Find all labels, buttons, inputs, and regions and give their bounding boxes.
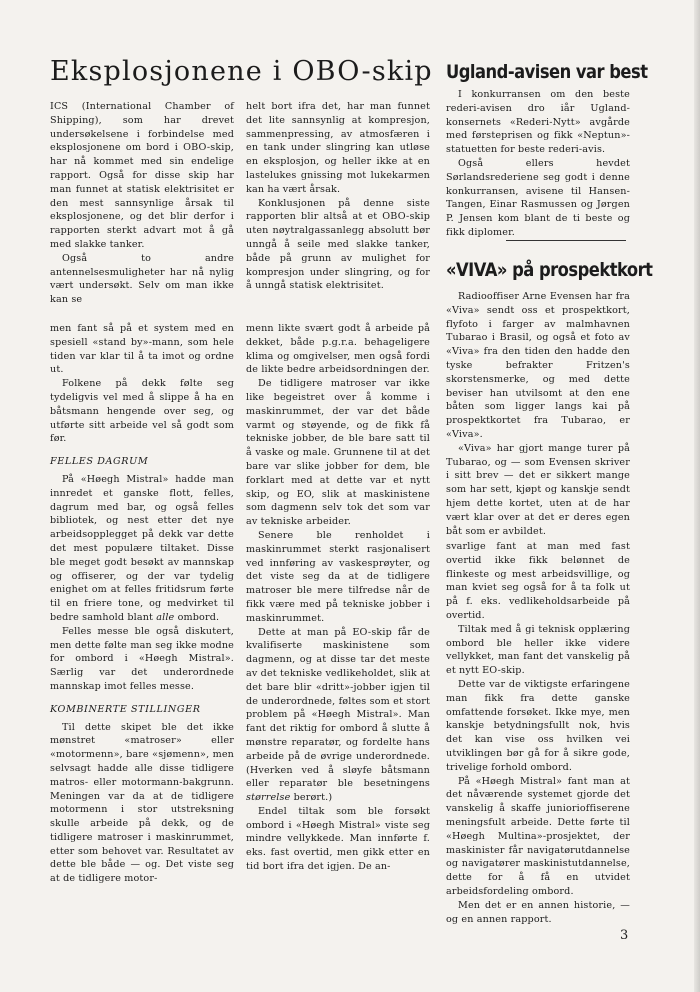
paragraph: Senere ble renholdet i maskinrummet sterkt rasjonalisert ved innføring av vaskesprøyter, og det viste seg da at de tidligere matroser ble mere tilfredse når de fikk være med på tekniske jobber i maskinrummet.: [246, 529, 430, 624]
paragraph: Endel tiltak som ble forsøkt ombord i «Høegh Mistral» viste seg mindre vellykkede. Man innførte f. eks. fast overtid, men gikk etter en tid bort ifra det igjen. De an-: [246, 805, 430, 873]
paragraph: I konkurransen om den beste rederi-avisen dro iår Ugland-konsernets «Rederi-Nytt» avgårde med førsteprisen og fikk «Neptun»-statuetten for beste rederi-avis.: [446, 89, 630, 156]
paragraph: Tiltak med å gi teknisk opplæring ombord ble heller ikke videre vellykket, man fant det vanskelig på et nytt EO-skip.: [446, 623, 630, 677]
paragraph: menn likte svært godt å arbeide på dekket, både p.g.r.a. behageligere klima og omgivelser, men også fordi de likte bedre arbeidsordningen der.: [246, 323, 430, 376]
paragraph: Radiooffiser Arne Evensen har fra «Viva» sendt oss et prospektkort, flyfoto i farger av malmhavnen Tubarao i Brasil, og også et foto av «Viva» fra den tiden den hadde den tyske befrakter Fritzen's skorstensmerke, og med dette beviser han utvilsomt at den ene båten som ligger langs kai på prospektkortet fra Tubarao, er «Viva».: [446, 291, 630, 440]
emphasis: alle: [156, 611, 175, 623]
body-column-1: [50, 322, 234, 886]
paragraph: På «Høegh Mistral» hadde man innredet et ganske flott, felles, dagrum med bar, og også felles bibliotek, og nest etter det nye arbeidsopplegget på dekk var dette det mest populære tiltaket. Disse ble meget godt besøkt av mannskap og offiserer, og der var tydelig enighet om at felles fritidsrum førte til en friere tone, og medvirket til bedre samhold blant alle ombord.: [50, 473, 234, 623]
paragraph: Også to andre antennelsesmuligheter har nå nylig vært undersøkt. Selv om man ikke kan se: [50, 252, 234, 306]
paragraph: svarlige fant at man med fast overtid ikke fikk belønnet de flinkeste og mest arbeidsvillige, og man kviet seg også for å ta folk ut på f. eks. vedlikeholdsarbeide på overtid.: [446, 541, 630, 621]
paragraph: men fant så på et system med en spesiell «stand by»-mann, som hele tiden var klar til å ta imot og ordne ut.: [50, 323, 234, 376]
paragraph: Også ellers hevdet Sørlandsrederiene seg godt i denne konkurransen, avisene til Hansen-Tangen, Einar Rasmussen og Jørgen P. Jensen kom blant de ti beste og fikk diplomer.: [446, 157, 630, 238]
emphasis: størrelse: [246, 792, 291, 804]
subheading-felles-dagrum: FELLES DAGRUM: [50, 456, 149, 468]
article1-top-left-column: [50, 100, 234, 307]
page-headline: Eksplosjonene i OBO-skip: [50, 56, 433, 87]
paragraph: «Viva» har gjort mange turer på Tubarao, og — som Evensen skriver i sitt brev — det er sikkert mange som har sett, kjøpt og kanskje sendt hjem dette kortet, uten at de har vært klar over at det er deres egen båt som er avbildet.: [446, 442, 630, 537]
paragraph: helt bort ifra det, har man funnet det lite sannsynlig at kompresjon, sammenpressing, av atmosfæren i en tank under slingring kan utløse en eksplosjon, og heller ikke at en lastelukes gnissing mot lukekarmen kan ha vært årsak.: [246, 101, 430, 195]
paragraph: Dette var de viktigste erfaringene man fikk fra dette ganske omfattende forsøket. Ikke mye, men kanskje betydningsfullt nok, hvis det kan vise oss hvilken vei utviklingen bør gå for å sikre gode, trivelige forhold ombord.: [446, 678, 630, 773]
paragraph: Dette at man på EO-skip får de kvalifiserte maskinistene som dagmenn, og at disse tar det meste av det tekniske vedlikeholdet, slik at det bare blir «dritt»-jobber igjen til de underordnede, føltes som et stort problem på «Høegh Mistral». Man fant det riktig for ombord å slutte å mønstre reparatør, og fordelte hans arbeide på de øvrige underordnede. (Hverken ved å sløyfe båtsmann eller reparatør ble besetningens størrelse berørt.): [246, 626, 430, 804]
article1-top-middle-column: [246, 100, 430, 293]
paragraph: De tidligere matroser var ikke like begeistret over å komme i maskinrummet, der var det både varmt og støyende, og de fikk få tekniske jobber, de ble bare satt til å vaske og male. Grunnene til at det bare var slike jobber for dem, ble forklart med at dette var et nytt skip, og EO, slik at maskinistene som dagmenn selv tok det som var av tekniske arbeider.: [246, 378, 430, 528]
paragraph: Felles messe ble også diskutert, men dette følte man seg ikke modne for ombord i «Høegh Mistral». Særlig var det underordnede mannskap imot felles messe.: [50, 625, 234, 692]
body-column-2: [246, 322, 430, 874]
paragraph: ICS (International Chamber of Shipping), som har drevet undersøkelsene i forbindelse med eksplosjonene om bord i OBO-skip, har nå kommet med sin endelige rapport. Også for disse skip har man funnet at statisk elektrisitet er den mest sannsynlige årsak til eksplosjonene, og det blir derfor i rapporten sterkt advart mot å gå med slakke tanker.: [50, 101, 234, 250]
page-number: 3: [620, 928, 629, 943]
article-divider: [506, 240, 626, 241]
article3-column: [446, 290, 630, 538]
article3-title: «VIVA» på prospektkort: [446, 259, 653, 281]
article2-column: [446, 88, 630, 240]
article2-title: Ugland-avisen var best: [446, 61, 648, 83]
paragraph: Men det er en annen historie, — og en annen rapport.: [446, 899, 630, 925]
paragraph: Konklusjonen på denne siste rapporten blir altså at et OBO-skip uten nøytralgassanlegg absolutt bør unngå å seile med slakke tanker, både på grunn av mulighet for kompresjon under slingring, og for å unngå statisk elektrisitet.: [246, 197, 430, 292]
paragraph: Folkene på dekk følte seg tydeligvis vel med å slippe å ha en båtsmann hengende over seg, og utførte sitt arbeide vel så godt som før.: [50, 378, 234, 445]
paragraph: Til dette skipet ble det ikke mønstret «matroser» eller «motormenn», bare «sjømenn», men selvsagt hadde alle disse tidligere matros- eller motormann-bakgrunn. Meningen var da at de tidligere motormenn i stor utstreksning skulle arbeide på dekk, og de tidligere matroser i maskinrummet, etter som behovet var. Resultatet av dette ble både — og. Det viste seg at de tidligere motor-: [50, 721, 234, 885]
subheading-kombinerte-stillinger: KOMBINERTE STILLINGER: [50, 703, 201, 715]
paragraph: På «Høegh Mistral» fant man at det nåværende systemet gjorde det vanskelig å skaffe juniorioffiserene meningsfult arbeide. Dette førte til «Høegh Multina»-prosjektet, der maskinister får navigatørutdannelse og navigatører maskinistutdannelse, dette for å få en utvidet arbeidsfordeling ombord.: [446, 775, 630, 897]
page-edge-shadow: [694, 0, 700, 992]
body-column-3: [446, 540, 630, 926]
